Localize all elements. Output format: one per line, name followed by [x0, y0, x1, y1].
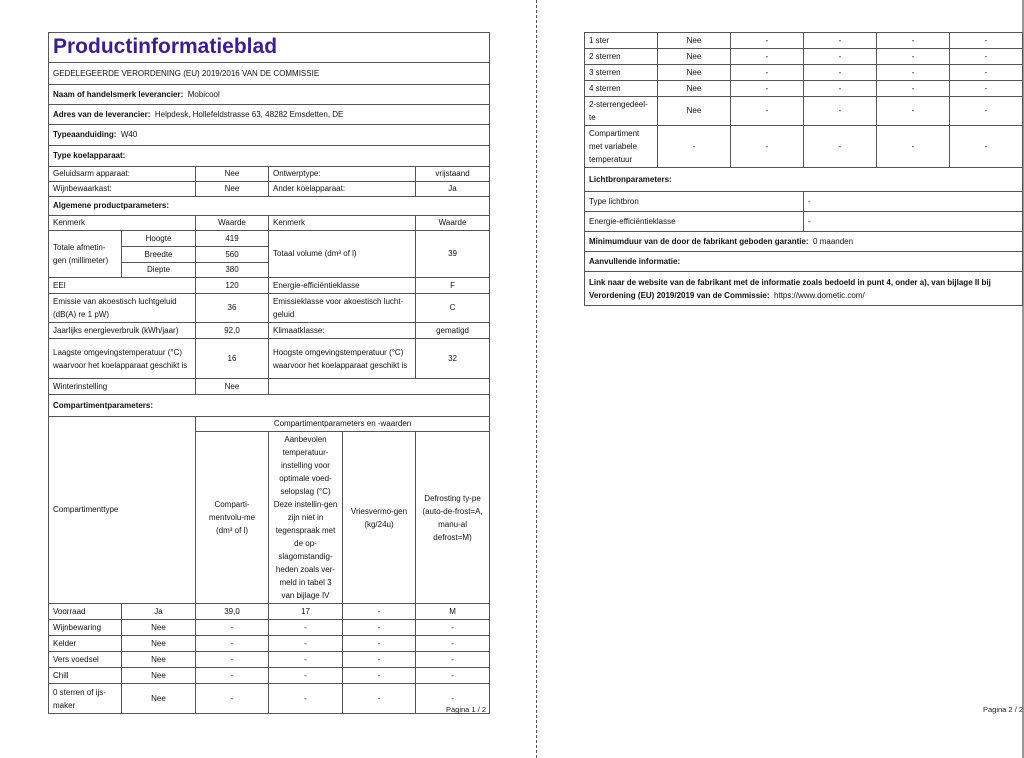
compartment-row — [585, 97, 1023, 126]
compartment-volume: - — [731, 126, 804, 168]
noise-class-value: C — [416, 294, 490, 323]
compartment-name: Compartiment met variabele temperatuur — [585, 126, 658, 168]
compartment-present: Nee — [122, 652, 196, 668]
page1-compartment-rows — [49, 604, 490, 714]
col-temp-header: Aanbevolen temperatuur-instelling voor optimale voed-selopslag (°C) Deze instellin-gen zijn niet in tegenspraak met de op-slagomstandig-heden zoals ver-meld in tabel 3 van bijlage IV — [269, 432, 343, 604]
compartment-present: Nee — [658, 97, 731, 126]
compartment-defrost: - — [416, 684, 490, 714]
col-freeze-header: Vriesvermo-gen (kg/24u) — [343, 432, 416, 604]
height-value: 419 — [196, 231, 269, 247]
link-label: Link naar de website van de fabrikant met de informatie zoals bedoeld in punt 4, onder a), van bijlage II bij Verordening (EU) 2019/2019 van de Commissie: — [589, 277, 991, 300]
compartment-values-heading: Compartimentparameters en -waarden — [196, 417, 490, 432]
eei-label: EEI — [49, 278, 196, 294]
compartment-present: Nee — [122, 636, 196, 652]
compartment-row — [585, 65, 1023, 81]
compartment-params-heading: Compartimentparameters: — [49, 395, 490, 417]
compartment-defrost: M — [416, 604, 490, 620]
kenmerk-header: Kenmerk — [49, 216, 196, 231]
compartment-present: Nee — [122, 668, 196, 684]
height-label: Hoogte — [122, 231, 196, 247]
compartment-freeze: - — [877, 81, 950, 97]
compartment-row — [49, 636, 490, 652]
compartment-present: Nee — [658, 81, 731, 97]
noise-label: Emissie van akoestisch luchtgeluid (dB(A) re 1 pW) — [49, 294, 196, 323]
compartment-present: Nee — [122, 620, 196, 636]
compartment-volume: - — [196, 620, 269, 636]
compartment-present: Nee — [658, 49, 731, 65]
compartment-defrost: - — [416, 620, 490, 636]
noise-value: 36 — [196, 294, 269, 323]
compartment-row — [585, 81, 1023, 97]
compartment-volume: - — [196, 652, 269, 668]
compartment-freeze: - — [343, 684, 416, 714]
compartment-freeze: - — [877, 65, 950, 81]
compartment-temp: - — [269, 668, 343, 684]
compartment-name: 1 ster — [585, 33, 658, 49]
kenmerk-header: Kenmerk — [269, 216, 416, 231]
light-params-heading: Lichtbronparameters: — [585, 168, 1023, 192]
compartment-name: Chill — [49, 668, 122, 684]
compartment-temp: 17 — [269, 604, 343, 620]
supplier-name-label: Naam of handelsmerk leverancier: — [53, 89, 184, 99]
compartment-temp: - — [804, 126, 877, 168]
compartment-defrost: - — [416, 636, 490, 652]
warranty-row — [585, 232, 1023, 252]
compartment-temp: - — [804, 97, 877, 126]
compartment-freeze: - — [343, 620, 416, 636]
compartment-name: Vers voedsel — [49, 652, 122, 668]
additional-info-heading: Aanvullende informatie: — [585, 252, 1023, 272]
dimensions-label: Totale afmetin-gen (millimeter) — [49, 231, 122, 278]
compartment-name: Voorraad — [49, 604, 122, 620]
warranty-label: Minimumduur van de door de fabrikant geboden garantie: — [589, 236, 809, 246]
compartment-freeze: - — [343, 652, 416, 668]
wine-cabinet-label: Wijnbewaarkast: — [49, 182, 196, 197]
energy-class-label: Energie-efficiëntieklasse — [269, 278, 416, 294]
eei-value: 120 — [196, 278, 269, 294]
compartment-defrost: - — [416, 668, 490, 684]
compartment-row — [49, 652, 490, 668]
general-params-heading: Algemene productparameters: — [49, 197, 490, 216]
compartment-temp: - — [804, 65, 877, 81]
compartment-row — [49, 604, 490, 620]
light-type-label: Type lichtbron — [585, 192, 804, 212]
model-label: Typeaanduiding: — [53, 130, 117, 139]
max-temp-value: 32 — [416, 339, 490, 379]
page1-table — [48, 32, 490, 714]
compartment-volume: - — [731, 65, 804, 81]
link-row — [585, 272, 1023, 306]
compartment-row — [585, 33, 1023, 49]
wine-cabinet-value: Nee — [196, 182, 269, 197]
compartment-temp: - — [269, 652, 343, 668]
energy-class-value: F — [416, 278, 490, 294]
design-type-label: Ontwerptype: — [269, 167, 416, 182]
waarde-header: Waarde — [416, 216, 490, 231]
depth-label: Diepte — [122, 263, 196, 278]
annual-energy-label: Jaarlijks energieverbruik (kWh/jaar) — [49, 323, 196, 339]
compartment-present: Ja — [122, 604, 196, 620]
compartment-defrost: - — [950, 81, 1023, 97]
model-value: W40 — [120, 130, 138, 139]
noise-class-label: Emissieklasse voor akoestisch lucht-geluid — [269, 294, 416, 323]
waarde-header: Waarde — [196, 216, 269, 231]
compartment-row — [49, 684, 490, 714]
total-volume-value: 39 — [416, 231, 490, 278]
compartment-row — [585, 126, 1023, 168]
min-temp-value: 16 — [196, 339, 269, 379]
other-appliance-value: Ja — [416, 182, 490, 197]
compartment-name: 2 sterren — [585, 49, 658, 65]
total-volume-label: Totaal volume (dm³ of l) — [269, 231, 416, 278]
compartment-freeze: - — [877, 126, 950, 168]
compartment-row — [49, 620, 490, 636]
compartment-volume: - — [731, 81, 804, 97]
compartment-freeze: - — [877, 97, 950, 126]
other-appliance-label: Ander koelapparaat: — [269, 182, 416, 197]
compartment-name: 2-sterrengedeel-te — [585, 97, 658, 126]
manufacturer-link[interactable]: https://www.dometic.com/ — [773, 290, 865, 300]
compartment-temp: - — [269, 620, 343, 636]
compartment-volume: - — [731, 33, 804, 49]
col-defrost-header: Defrosting ty-pe (auto-de-frost=A, manu-al defrost=M) — [416, 432, 490, 604]
low-noise-value: Nee — [196, 167, 269, 182]
page2-table — [584, 32, 1023, 306]
col-volume-header: Comparti-mentvolu-me (dm³ of l) — [196, 432, 269, 604]
compartment-row — [585, 49, 1023, 65]
max-temp-label: Hoogste omgevingstemperatuur (°C) waarvoor het koelapparaat geschikt is — [269, 339, 416, 379]
compartment-freeze: - — [343, 604, 416, 620]
winter-label: Winterinstelling — [49, 379, 196, 395]
light-class-value: - — [804, 212, 1023, 232]
compartment-present: Nee — [658, 65, 731, 81]
design-type-value: vrijstaand — [416, 167, 490, 182]
model-row — [49, 125, 490, 146]
compartment-defrost: - — [950, 33, 1023, 49]
compartment-volume: - — [731, 49, 804, 65]
page-number-2: Pagina 2 / 2 — [983, 705, 1024, 714]
climate-class-label: Klimaatklasse: — [269, 323, 416, 339]
supplier-address: Helpdesk, Hollefeldstrasse 63, 48282 Emsdetten, DE — [154, 109, 344, 119]
width-label: Breedte — [122, 247, 196, 263]
compartment-volume: - — [196, 684, 269, 714]
regulation-subtitle: GEDELEGEERDE VERORDENING (EU) 2019/2016 VAN DE COMMISSIE — [49, 63, 490, 85]
page-title: Productinformatieblad — [49, 33, 490, 63]
page2-compartment-rows — [585, 33, 1023, 168]
climate-class-value: gematigd — [416, 323, 490, 339]
min-temp-label: Laagste omgevingstemperatuur (°C) waarvoor het koelapparaat geschikt is — [49, 339, 196, 379]
page-divider — [536, 0, 537, 758]
compartment-temp: - — [269, 684, 343, 714]
compartment-volume: - — [731, 97, 804, 126]
compartment-name: 0 sterren of ijs-maker — [49, 684, 122, 714]
compartment-temp: - — [804, 33, 877, 49]
compartment-volume: - — [196, 636, 269, 652]
appliance-type-heading: Type koelapparaat: — [49, 146, 490, 167]
compartment-present: Nee — [122, 684, 196, 714]
supplier-address-label: Adres van de leverancier: — [53, 109, 151, 119]
compartment-defrost: - — [950, 126, 1023, 168]
compartment-volume: 39,0 — [196, 604, 269, 620]
compartment-type-label: Compartimenttype — [49, 417, 196, 604]
compartment-present: - — [658, 126, 731, 168]
page-number-1: Pagina 1 / 2 — [446, 705, 487, 714]
compartment-name: 4 sterren — [585, 81, 658, 97]
compartment-temp: - — [804, 49, 877, 65]
supplier-name-row — [49, 85, 490, 105]
low-noise-label: Geluidsarm apparaat: — [49, 167, 196, 182]
supplier-address-row — [49, 105, 490, 125]
compartment-row — [49, 668, 490, 684]
depth-value: 380 — [196, 263, 269, 278]
compartment-freeze: - — [343, 668, 416, 684]
compartment-freeze: - — [877, 33, 950, 49]
empty-cell — [269, 379, 490, 395]
compartment-defrost: - — [950, 65, 1023, 81]
compartment-name: 3 sterren — [585, 65, 658, 81]
compartment-defrost: - — [950, 49, 1023, 65]
light-class-label: Energie-efficiëntieklasse — [585, 212, 804, 232]
compartment-defrost: - — [416, 652, 490, 668]
width-value: 560 — [196, 247, 269, 263]
compartment-temp: - — [269, 636, 343, 652]
warranty-value: 0 maanden — [813, 236, 854, 246]
winter-value: Nee — [196, 379, 269, 395]
compartment-freeze: - — [877, 49, 950, 65]
compartment-defrost: - — [950, 97, 1023, 126]
compartment-temp: - — [804, 81, 877, 97]
supplier-name: Mobicool — [187, 89, 220, 99]
light-type-value: - — [804, 192, 1023, 212]
compartment-name: Kelder — [49, 636, 122, 652]
annual-energy-value: 92,0 — [196, 323, 269, 339]
compartment-name: Wijnbewaring — [49, 620, 122, 636]
compartment-freeze: - — [343, 636, 416, 652]
compartment-present: Nee — [658, 33, 731, 49]
compartment-volume: - — [196, 668, 269, 684]
